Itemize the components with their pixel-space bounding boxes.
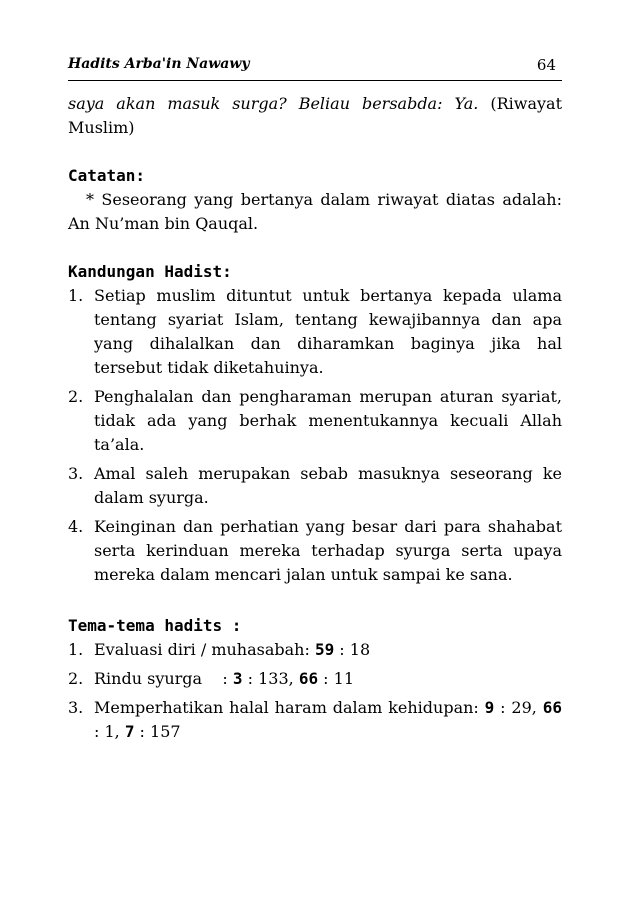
page-header <box>68 54 562 81</box>
list-item <box>68 638 562 662</box>
list-text: Amal saleh merupakan sebab masuknya seseorang ke dalam syurga. <box>94 464 562 507</box>
verse-ref: : 1, <box>94 722 125 741</box>
surah-number: 66 <box>298 669 319 688</box>
list-number: 1. <box>68 640 84 659</box>
kandungan-heading: Kandungan Hadist: <box>68 262 232 281</box>
verse-ref: : 11 <box>318 669 355 688</box>
intro-italic: saya akan masuk surga? Beliau bersabda: Ya. <box>68 94 479 113</box>
verse-ref: : 157 <box>134 722 181 741</box>
kandungan-list <box>68 284 562 587</box>
tema-label: Memperhatikan halal haram dalam kehidupan: <box>94 698 485 717</box>
surah-number: 3 <box>232 669 243 688</box>
surah-number: 9 <box>484 698 495 717</box>
list-number: 1. <box>68 286 84 305</box>
list-item <box>68 462 562 510</box>
list-item <box>68 284 562 380</box>
tema-label: Evaluasi diri / muhasabah: <box>94 640 315 659</box>
tema-heading: Tema-tema hadits : <box>68 616 242 635</box>
list-item <box>68 385 562 457</box>
surah-number: 59 <box>314 640 335 659</box>
tema-label: Rindu syurga : <box>94 669 233 688</box>
header-title: Hadits Arba'in Nawawy <box>68 56 250 72</box>
list-text: Penghalalan dan pengharaman merupan aturan syariat, tidak ada yang berhak menentukannya kecuali Allah ta’ala. <box>94 387 562 454</box>
verse-ref: : 18 <box>334 640 371 659</box>
page-content <box>68 92 562 749</box>
page-number: 64 <box>536 56 556 74</box>
list-item <box>68 515 562 587</box>
list-text: Setiap muslim dituntut untuk bertanya kepada ulama tentang syariat Islam, tentang kewajibannya dan apa yang dihalalkan dan diharamkan baginya jika hal tersebut tidak diketahuinya. <box>94 286 562 377</box>
list-number: 2. <box>68 669 84 688</box>
verse-ref: : 29, <box>494 698 543 717</box>
catatan-text: * Seseorang yang bertanya dalam riwayat diatas adalah: An Nu’man bin Qauqal. <box>68 190 562 233</box>
list-item <box>68 696 562 744</box>
surah-number: 66 <box>542 698 563 717</box>
list-number: 2. <box>68 387 84 406</box>
list-number: 3. <box>68 698 84 717</box>
list-item <box>68 667 562 691</box>
tema-list <box>68 638 562 744</box>
verse-ref: : 133, <box>242 669 299 688</box>
intro-paragraph <box>68 92 562 140</box>
intro-normal: (Riwayat Muslim) <box>68 94 562 137</box>
list-number: 4. <box>68 517 84 536</box>
list-text: Keinginan dan perhatian yang besar dari para shahabat serta kerinduan mereka terhadap syurga serta upaya mereka dalam mencari jalan untuk sampai ke sana. <box>94 517 562 584</box>
surah-number: 7 <box>124 722 135 741</box>
catatan-heading: Catatan: <box>68 166 146 185</box>
list-number: 3. <box>68 464 84 483</box>
